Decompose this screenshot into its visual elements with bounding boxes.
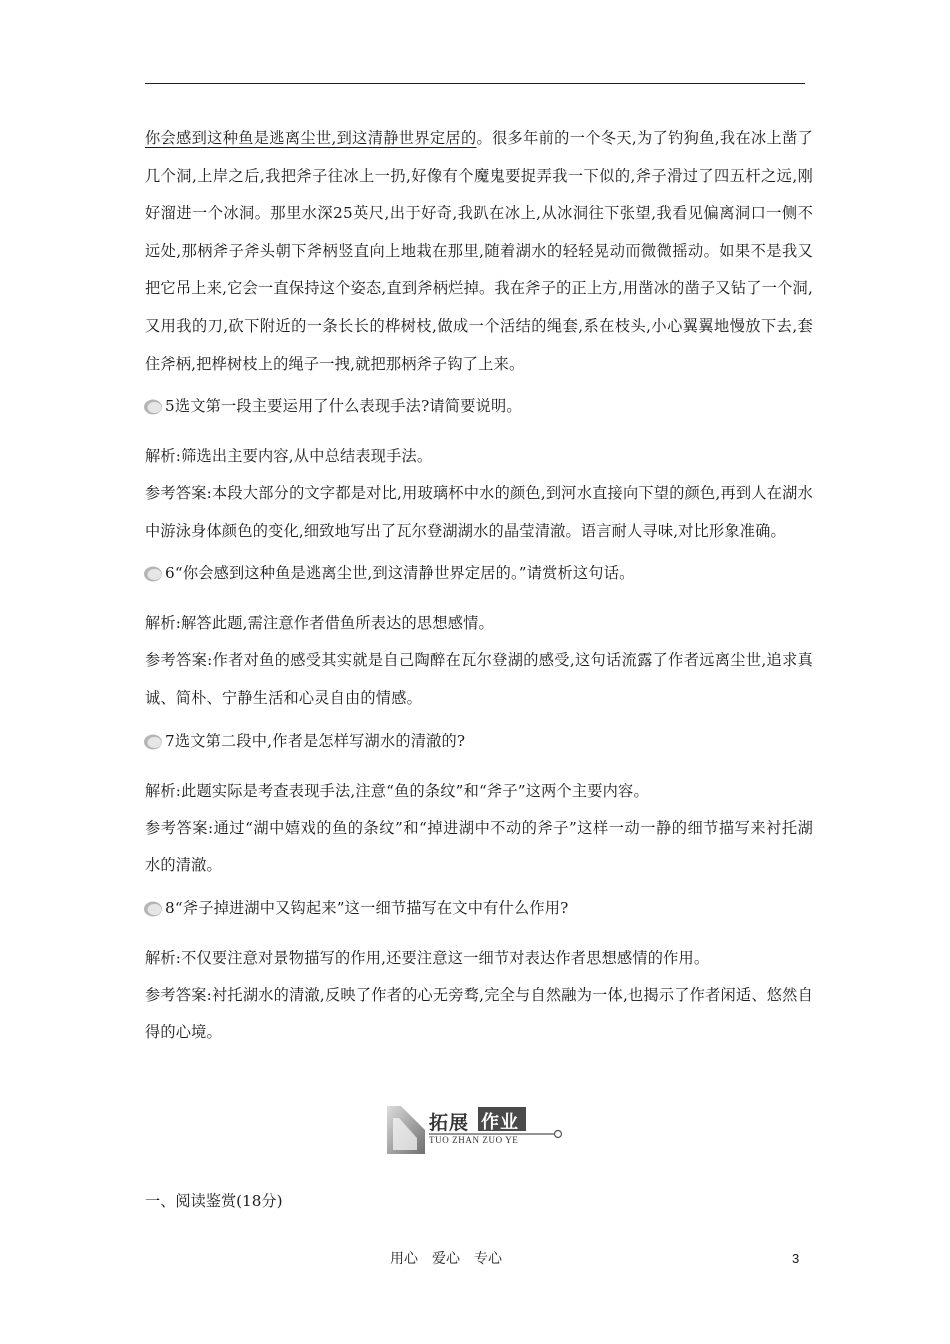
question-text: “斧子掉进湖中又钩起来”这一细节描写在文中有什么作用? xyxy=(174,898,569,917)
question-bullet-icon xyxy=(143,397,163,415)
banner-subtitle: TUO ZHAN ZUO YE xyxy=(429,1135,519,1145)
analysis-text: 解析:不仅要注意对景物描写的作用,还要注意这一细节对表达作者思想感情的作用。 xyxy=(145,948,710,967)
question-number: 6 xyxy=(165,564,175,583)
extension-homework-banner xyxy=(385,1104,565,1156)
banner-title: 拓展 xyxy=(429,1112,470,1134)
question-block-5 xyxy=(145,393,813,550)
question-8 xyxy=(143,895,813,921)
question-text: 选文第二段中,作者是怎样写湖水的清澈的? xyxy=(174,731,466,750)
question-number: 7 xyxy=(165,731,175,750)
analysis-text: 解析:解答此题,需注意作者借鱼所表达的思想感情。 xyxy=(145,614,494,633)
question-block-7 xyxy=(145,728,813,885)
page-footer xyxy=(0,1248,950,1274)
question-bullet-icon xyxy=(143,564,163,582)
analysis-text: 解析:筛选出主要内容,从中总结表现手法。 xyxy=(145,447,433,466)
answer-text: 参考答案:本段大部分的文字都是对比,用玻璃杯中水的颜色,到河水直接向下望的颜色,再到人在湖水中游泳身体颜色的变化,细致地写出了瓦尔登湖湖水的晶莹清澈。语言耐人寻味,对比形象准确。 xyxy=(145,484,813,540)
banner-logo-icon xyxy=(385,1104,565,1156)
banner-title-boxed: 作业 xyxy=(481,1112,519,1133)
section-heading: 一、阅读鉴赏(18分) xyxy=(145,1192,283,1210)
answer-text: 参考答案:作者对鱼的感受其实就是自己陶醉在瓦尔登湖的感受,这句话流露了作者远离尘世,追求真诚、简朴、宁静生活和心灵自由的情感。 xyxy=(145,651,813,707)
question-bullet-icon xyxy=(143,899,163,917)
answer-text: 参考答案:通过“湖中嬉戏的鱼的条纹”和“掉进湖中不动的斧子”这样一动一静的细节描写来衬托湖水的清澈。 xyxy=(145,818,813,875)
passage-paragraph xyxy=(145,120,813,383)
underlined-sentence: 你会感到这种鱼是逃离尘世,到这清静世界定居的 xyxy=(145,129,477,147)
analysis-text: 解析:此题实际是考查表现手法,注意“鱼的条纹”和“斧子”这两个主要内容。 xyxy=(145,781,649,800)
question-5 xyxy=(143,393,813,419)
question-bullet-icon xyxy=(143,732,163,750)
page-number: 3 xyxy=(792,1251,800,1266)
question-6 xyxy=(143,560,813,586)
answer-text: 参考答案:衬托湖水的清澈,反映了作者的心无旁骛,完全与自然融为一体,也揭示了作者闲适、悠然自得的心境。 xyxy=(145,985,813,1042)
header-rule xyxy=(145,83,805,84)
question-text: 选文第一段主要运用了什么表现手法?请简要说明。 xyxy=(174,397,522,416)
question-text: “你会感到这种鱼是逃离尘世,到这清静世界定居的。”请赏析这句话。 xyxy=(174,564,635,583)
footer-motto: 用心 爱心 专心 xyxy=(390,1251,502,1267)
question-number: 5 xyxy=(165,397,175,416)
question-number: 8 xyxy=(165,898,175,917)
document-body xyxy=(145,120,813,1052)
passage-text: 。很多年前的一个冬天,为了钓狗鱼,我在冰上凿了几个洞,上岸之后,我把斧子往冰上一扔,好像有个魔鬼要捉弄我一下似的,斧子滑过了四五杆之远,刚好溜进一个冰洞。那里水深25英尺,出于好奇,我趴在冰上,从冰洞往下张望,我看见偏离洞口一侧不远处,那柄斧子斧头朝下斧柄竖直向上地栽在那里,随着湖水的轻轻晃动而微微摇动。如果不是我又把它吊上来,它会一直保持这个姿态,直到斧柄烂掉。我在斧子的正上方,用凿冰的凿子又钻了一个洞,又用我的刀,砍下附近的一条长长的桦树枝,做成一个活结的绳套,系在枝头,小心翼翼地慢放下去,套住斧柄,把桦树枝上的绳子一拽,就把那柄斧子钩了上来。 xyxy=(145,129,813,373)
question-block-8 xyxy=(145,895,813,1052)
question-block-6 xyxy=(145,560,813,717)
question-7 xyxy=(143,728,813,754)
